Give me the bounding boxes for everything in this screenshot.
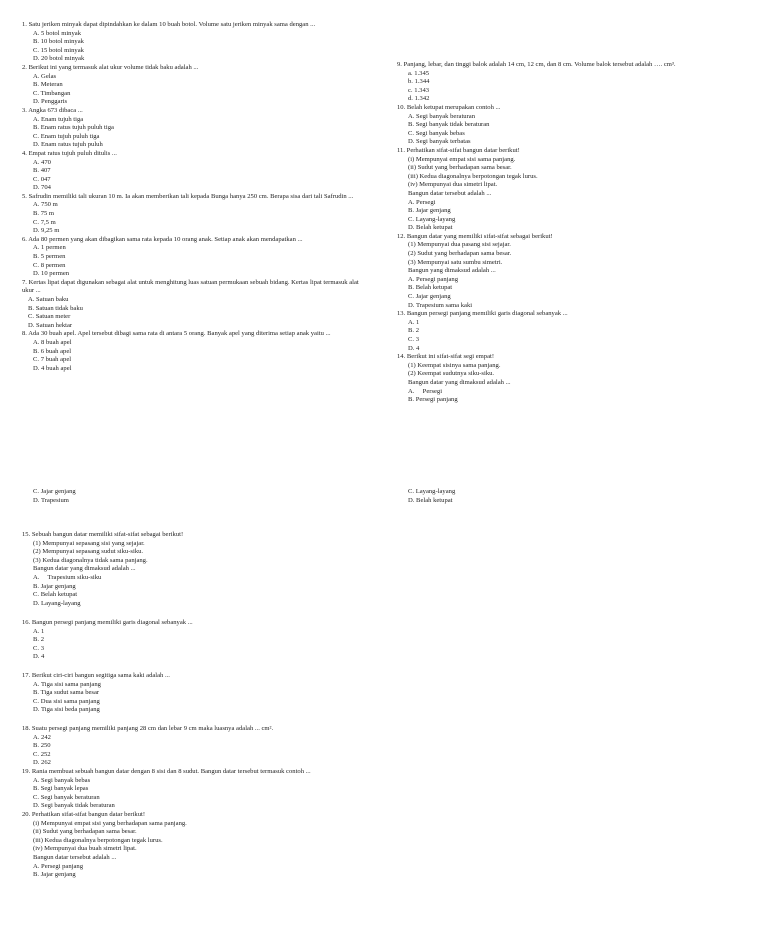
option: (iv) Mempunyai dua simetri lipat. <box>408 181 498 189</box>
option: A. Persegi panjang <box>33 862 83 870</box>
question-text: 14. Berikut ini sifat-sifat segi empat! <box>397 353 495 361</box>
option: D. Belah ketupat <box>408 496 453 504</box>
option: (iii) Kedua diagonalnya berpotongan tegak lurus. <box>33 836 163 844</box>
option: B. Segi banyak tidak beraturan <box>408 121 490 129</box>
question-14 <box>397 353 752 405</box>
question-10 <box>397 104 752 147</box>
question-5 <box>22 193 372 236</box>
question-text: 11. Perhatikan sifat-sifat bangun datar berikut! <box>397 146 520 154</box>
option: A. Enam tujuh tiga <box>33 115 84 123</box>
option: C. 252 <box>33 750 51 758</box>
option: B. Segi banyak lepas <box>33 785 89 793</box>
right-column-top <box>397 61 752 405</box>
option: Bangun datar tersebut adalah ... <box>33 853 117 861</box>
question-text: 12. Bangun datar yang memiliki sifat-sifat sebagai berikut! <box>397 232 553 240</box>
option: B. Satuan tidak baku <box>28 304 83 312</box>
option: (1) Mempunyai sepasang sisi yang sejajar. <box>33 539 145 547</box>
option: (i) Mempunyai empat sisi sama panjang. <box>408 155 516 163</box>
option: C. Dua sisi sama panjang <box>33 697 100 705</box>
question-text: 8. Ada 30 buah apel. Apel tersebut dibagi sama rata di antara 5 orang. Banyak apel yang diterima setiap anak yaitu ... <box>22 330 331 338</box>
question-text: 19. Rania membuat sebuah bangun datar dengan 8 sisi dan 8 sudut. Bangun datar tersebut termasuk contoh ... <box>22 767 311 775</box>
option: B. 10 botol minyak <box>33 38 84 46</box>
option: D. Belah ketupat <box>408 224 453 232</box>
option: B. 75 m <box>33 210 55 218</box>
option: A. 1 <box>408 318 420 326</box>
option: A. 470 <box>33 158 51 166</box>
option: A. Segi banyak bebas <box>33 776 91 784</box>
question-13 <box>397 310 752 353</box>
question-12 <box>397 233 752 310</box>
question-text: 2. Berikut ini yang termasuk alat ukur volume tidak baku adalah ... <box>22 63 199 71</box>
option: A. Segi banyak beraturan <box>408 112 476 120</box>
option: Bangun datar yang dimaksud adalah ... <box>33 565 136 573</box>
option: D. Trapesium <box>33 496 69 504</box>
option: A. Persegi panjang <box>408 275 458 283</box>
option: D. Trapesium sama kaki <box>408 301 473 309</box>
option: C. Jajar genjang <box>33 488 76 495</box>
option: D. 10 permen <box>33 270 70 278</box>
option: D. Tiga sisi beda panjang <box>33 706 100 714</box>
question-text: 5. Safrudin memiliki tali ukuran 10 m. Ia akan memberikan tali kepada Bunga hanya 250 cm. Berapa sisa dari tali Safrudin ... <box>22 192 354 200</box>
option: C. 8 permen <box>33 261 66 269</box>
option: C. Layang-layang <box>408 215 456 223</box>
option: B. Jajar genjang <box>408 207 451 215</box>
option: Bangun yang dimaksud adalah ... <box>408 267 496 275</box>
question-text: 9. Panjang, lebar, dan tinggi balok adalah 14 cm, 12 cm, dan 8 cm. Volume balok tersebut adalah …. cm³. <box>397 61 676 68</box>
option: B. 2 <box>408 327 419 335</box>
option: (i) Mempunyai empat sisi yang berhadapan sama panjang. <box>33 819 187 827</box>
question-17 <box>22 672 402 715</box>
option: (3) Kedua diagonalnya tidak sama panjang. <box>33 556 148 564</box>
question-7 <box>22 279 372 331</box>
option: b. 1.344 <box>408 78 430 86</box>
option: B. Persegi panjang <box>408 396 458 404</box>
option: A. Satuan baku <box>28 296 69 303</box>
question-text: 18. Suatu persegi panjang memiliki panjang 28 cm dan lebar 9 cm maka luasnya adalah ... cm². <box>22 725 274 732</box>
option: A. Trapesium siku-siku <box>33 573 102 581</box>
question-text: 13. Bangun persegi panjang memiliki garis diagonal sebanyak ... <box>397 310 568 318</box>
option: B. Jajar genjang <box>33 582 76 590</box>
option: C. Jajar genjang <box>408 293 451 301</box>
question-8 <box>22 330 372 373</box>
question-text: 15. Sebuah bangun datar memiliki sifat-sifat sebagai berikut! <box>22 531 184 538</box>
question-text: 1. Satu jeriken minyak dapat dipindahkan ke dalam 10 buah botol. Volume satu jeriken minyak sama dengan ... <box>22 21 316 28</box>
option: D. Segi banyak terbatas <box>408 138 471 146</box>
option: B. 407 <box>33 167 51 175</box>
option: C. Timbangan <box>33 89 71 97</box>
option: D. 20 botol minyak <box>33 55 85 63</box>
option: C. 15 botol minyak <box>33 46 84 54</box>
option: D. Segi banyak tidak beraturan <box>33 802 115 810</box>
option: D. Enam ratus tujuh puluh <box>33 141 103 149</box>
option: C. Layang-layang <box>408 488 456 495</box>
question-text: 16. Bangun persegi panjang memiliki garis diagonal sebanyak ... <box>22 619 193 626</box>
option: (1) Mempunyai dua pasang sisi sejajar. <box>408 241 511 249</box>
option: C. 3 <box>33 644 44 652</box>
question-text: 7. Kertas lipat dapat digunakan sebagai alat untuk menghitung luas satuan permukaan sebuah bidang. Kertas lipat termasuk alat ukur ... <box>22 278 359 295</box>
question-text: 17. Berikut ciri-ciri bangun segitiga sama kaki adalah ... <box>22 672 170 679</box>
option: C. 047 <box>33 175 51 183</box>
option: d. 1.342 <box>408 95 430 103</box>
option: D. 704 <box>33 184 51 192</box>
option: D. 9,25 m <box>33 227 60 235</box>
option: A. 242 <box>33 733 51 741</box>
left-column-top <box>22 21 372 373</box>
option: (1) Keempat sisinya sama panjang. <box>408 361 501 369</box>
question-text: 20. Perhatikan sifat-sifat bangun datar berikut! <box>22 810 146 818</box>
option: (2) Mempunyai sepasang sudut siku-siku. <box>33 548 144 556</box>
option: D. Penggaris <box>33 98 68 106</box>
question-1 <box>22 21 372 64</box>
option: D. Satuan hektar <box>28 321 73 329</box>
option: B. Tiga sudut sama besar <box>33 689 100 697</box>
option: D. 4 <box>33 653 45 661</box>
question-4 <box>22 150 372 193</box>
option: (3) Mempunyai satu sumbu simetri. <box>408 258 503 266</box>
question-11 <box>397 147 752 233</box>
left-continuation <box>22 488 322 505</box>
option: A. 5 botol minyak <box>33 29 81 37</box>
option: C. Segi banyak bebas <box>408 129 465 137</box>
question-6 <box>22 236 372 279</box>
option: Bangun datar tersebut adalah ... <box>408 189 492 197</box>
option: c. 1.343 <box>408 86 430 94</box>
option: D. 4 buah apel <box>33 364 72 372</box>
option: A. 1 permen <box>33 244 66 252</box>
option: C. Segi banyak beraturan <box>33 793 100 801</box>
option: (iii) Kedua diagonalnya berpotongan tegak lurus. <box>408 172 538 180</box>
option: A. Gelas <box>33 72 57 80</box>
option: B. Meteran <box>33 81 63 89</box>
question-text: 10. Belah ketupat merupakan contoh ... <box>397 103 501 111</box>
question-9 <box>397 61 752 104</box>
option: B. Enam ratus tujuh puluh tiga <box>33 124 114 132</box>
option: C. 3 <box>408 336 419 343</box>
option: A. 8 buah apel <box>33 338 72 346</box>
option: D. 262 <box>33 759 51 767</box>
option: A. Persegi <box>408 198 436 206</box>
question-18-to-20 <box>22 725 442 880</box>
option: C. 7,5 m <box>33 218 56 226</box>
option: C. 7 buah apel <box>33 356 72 364</box>
option: B. 2 <box>33 636 44 644</box>
question-18 <box>22 725 442 768</box>
question-2 <box>22 64 372 107</box>
question-19 <box>22 768 442 811</box>
option: B. Belah ketupat <box>408 284 453 292</box>
option: A. 1 <box>33 627 45 635</box>
option: (ii) Sudut yang berhadapan sama besar. <box>33 828 137 836</box>
question-text: 6. Ada 80 permen yang akan dibagikan sama rata kepada 10 orang anak. Setiap anak akan mendapatkan ... <box>22 235 303 243</box>
option: B. Jajar genjang <box>33 871 76 879</box>
option: (2) Sudut yang berhadapan sama besar. <box>408 250 512 258</box>
option: C. Satuan meter <box>28 313 71 321</box>
option: (2) Keempat sudutnya siku-siku. <box>408 370 495 378</box>
option: (iv) Mempunyai dua buah simetri lipat. <box>33 845 137 853</box>
question-15 <box>22 531 402 608</box>
option: A. Tiga sisi sama panjang <box>33 680 101 688</box>
question-text: 4. Empat ratus tujuh puluh ditulis ... <box>22 149 117 157</box>
option: C. Enam tujuh puluh tiga <box>33 132 100 140</box>
option: (ii) Sudut yang berhadapan sama besar. <box>408 164 512 172</box>
question-3 <box>22 107 372 150</box>
question-text: 3. Angka 673 dibaca ... <box>22 106 83 114</box>
option: Bangun datar yang dimaksud adalah ... <box>408 378 511 386</box>
option: B. 5 permen <box>33 253 66 261</box>
option: C. Belah ketupat <box>33 591 78 599</box>
right-continuation <box>397 488 697 505</box>
option: D. 4 <box>408 344 420 352</box>
question-20 <box>22 811 442 880</box>
question-16 <box>22 619 402 662</box>
option: a. 1.345 <box>408 69 430 77</box>
option: B. 6 buah apel <box>33 347 72 355</box>
option: D. Layang-layang <box>33 599 81 607</box>
option: A. 750 m <box>33 201 58 209</box>
option: B. 250 <box>33 742 51 750</box>
option: A. Persegi <box>408 387 443 395</box>
